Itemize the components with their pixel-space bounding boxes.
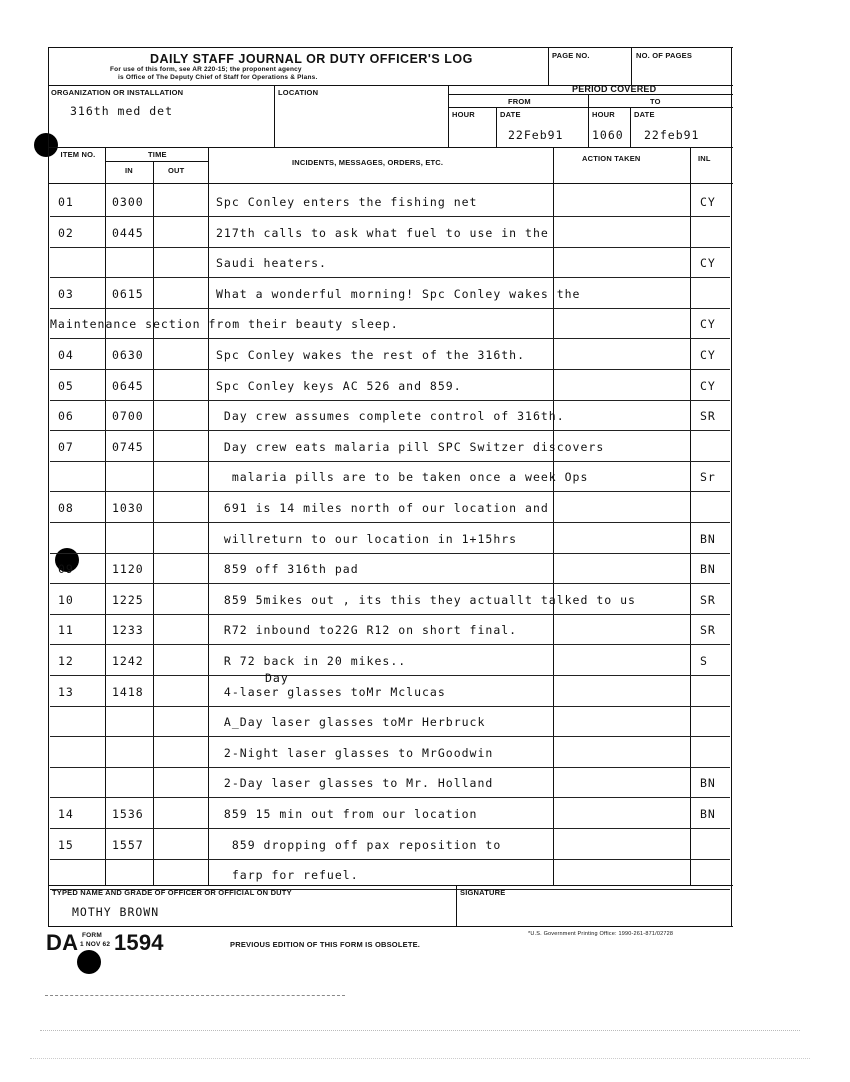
initials: CY [700,256,716,271]
item-number: 03 [58,286,74,301]
table-row [50,522,730,554]
item-number: 09 [58,562,74,577]
item-number: 13 [58,684,74,699]
incident-text: 217th calls to ask what fuel to use in the [216,225,549,240]
to-hour-label: HOUR [592,110,615,119]
table-row [50,613,730,645]
table-row [50,216,730,248]
table-row [50,670,730,707]
time-in: 1536 [112,807,144,821]
table-row [50,491,730,523]
time-in: 1030 [112,501,144,515]
table-row [50,828,730,860]
col-out: OUT [168,166,185,175]
punch-hole [77,950,101,974]
incident-text: 859 dropping off pax reposition to [216,837,502,852]
table-row [50,552,730,584]
to-date-value: 22feb91 [644,128,700,142]
no-of-pages-label: NO. OF PAGES [636,51,693,60]
item-number: 10 [58,592,74,607]
item-number: 01 [58,195,74,209]
time-in: 0700 [112,409,144,424]
incident-note: Day [265,670,289,685]
incident-text: R 72 back in 20 mikes.. [216,654,407,668]
time-in: 0745 [112,439,144,454]
item-number: 06 [58,409,74,424]
time-in: 0630 [112,348,144,362]
incident-text: willreturn to our location in 1+15hrs [216,531,518,546]
initials: SR [700,592,716,607]
item-number: 07 [58,439,74,454]
form-title: DAILY STAFF JOURNAL OR DUTY OFFICER'S LOG [150,52,473,66]
period-label: PERIOD COVERED [572,84,657,94]
time-in: 0645 [112,378,144,393]
incident-text: Day crew assumes complete control of 316th. [216,409,565,424]
col-in: IN [125,166,133,175]
initials: SR [700,409,716,424]
initials: Sr [700,470,716,485]
initials: BN [700,776,716,791]
table-row [50,644,730,676]
incident-text: What a wonderful morning! Spc Conley wakes the [216,286,581,301]
from-label: FROM [508,97,531,106]
time-in: 1233 [112,623,144,638]
initials: CY [700,378,716,393]
incident-text: Spc Conley enters the fishing net [216,195,478,209]
col-time: TIME [148,150,167,159]
time-in: 0445 [112,225,144,240]
item-number: 04 [58,348,74,362]
col-item: ITEM NO. [60,150,96,159]
table-row [50,583,730,615]
time-in: 1418 [112,684,144,699]
to-label: TO [650,97,661,106]
table-row [50,460,730,492]
form-subtitle: For use of this form, see AR 220-15; the proponent agency [110,66,302,73]
time-in: 1557 [112,837,144,852]
incident-text: 691 is 14 miles north of our location and [216,501,549,515]
to-hour-value: 1060 [592,128,624,142]
incident-text: 859 off 316th pad [216,562,359,577]
col-incidents: INCIDENTS, MESSAGES, ORDERS, ETC. [292,158,444,167]
obsolete-note: PREVIOUS EDITION OF THIS FORM IS OBSOLETE. [230,940,421,949]
table-row [50,338,730,370]
time-in: 1225 [112,592,144,607]
incident-text: farp for refuel. [216,868,359,883]
to-date-label: DATE [634,110,655,119]
incident-text: 2-Night laser glasses to MrGoodwin [216,745,494,760]
time-in: 1120 [112,562,144,577]
initials: BN [700,562,716,577]
incident-text: R72 inbound to22G R12 on short final. [216,623,518,638]
form-subtitle: is Office of The Deputy Chief of Staff for Operations & Plans. [118,74,318,81]
item-number: 11 [58,623,74,638]
table-row [50,307,730,339]
table-row [50,185,730,217]
table-row [50,766,730,798]
org-value: 316th med det [70,104,174,118]
printing-note: *U.S. Government Printing Office: 1990-261-871/02728 [528,931,674,937]
form-word: FORM [82,932,102,939]
time-in: 0615 [112,286,144,301]
table-row [50,369,730,401]
item-number: 02 [58,225,74,240]
form-date: 1 NOV 62 [80,941,111,948]
time-in: 0300 [112,195,144,209]
punch-hole [34,133,58,157]
item-number: 14 [58,807,74,821]
incident-text: Spc Conley keys AC 526 and 859. [216,378,462,393]
incident-text: 2-Day laser glasses to Mr. Holland [216,776,494,791]
initials: BN [700,531,716,546]
col-inl: INL [698,154,711,163]
table-row [50,705,730,737]
incident-text: 859 5mikes out , its this they actuallt talked to us [216,592,636,607]
initials: CY [700,317,716,332]
incident-text: A_Day laser glasses toMr Herbruck [216,715,486,730]
table-row [50,246,730,278]
table-row [50,797,730,829]
initials: CY [700,195,716,209]
incident-text: 859 15 min out from our location [216,807,478,821]
table-row [50,399,730,431]
initials: S [700,654,708,668]
form-da: DA [46,930,79,955]
signature-label: SIGNATURE [460,888,506,897]
incident-text: Saudi heaters. [216,256,327,271]
initials: CY [700,348,716,362]
incident-text: Maintenance section from their beauty sleep. [50,317,399,332]
item-number: 08 [58,501,74,515]
from-hour-label: HOUR [452,110,475,119]
incident-text: Day crew eats malaria pill SPC Switzer discovers [216,439,605,454]
col-action: ACTION TAKEN [582,154,641,163]
initials: BN [700,807,716,821]
incident-text: Spc Conley wakes the rest of the 316th. [216,348,526,362]
time-in: 1242 [112,654,144,668]
initials: SR [700,623,716,638]
from-date-value: 22Feb91 [508,128,564,142]
org-label: ORGANIZATION OR INSTALLATION [51,88,184,97]
table-row [50,736,730,768]
incident-text: malaria pills are to be taken once a week Ops [216,470,589,485]
table-row [50,430,730,462]
officer-value: MOTHY BROWN [72,905,160,919]
table-row [50,277,730,309]
item-number: 15 [58,837,74,852]
from-date-label: DATE [500,110,521,119]
item-number: 05 [58,378,74,393]
page-no-label: PAGE NO. [552,51,590,60]
item-number: 12 [58,654,74,668]
officer-label: TYPED NAME AND GRADE OF OFFICER OR OFFICIAL ON DUTY [52,888,292,897]
incident-text: 4-laser glasses toMr Mclucas [216,684,446,699]
form-number: 1594 [114,930,164,955]
location-label: LOCATION [278,88,319,97]
